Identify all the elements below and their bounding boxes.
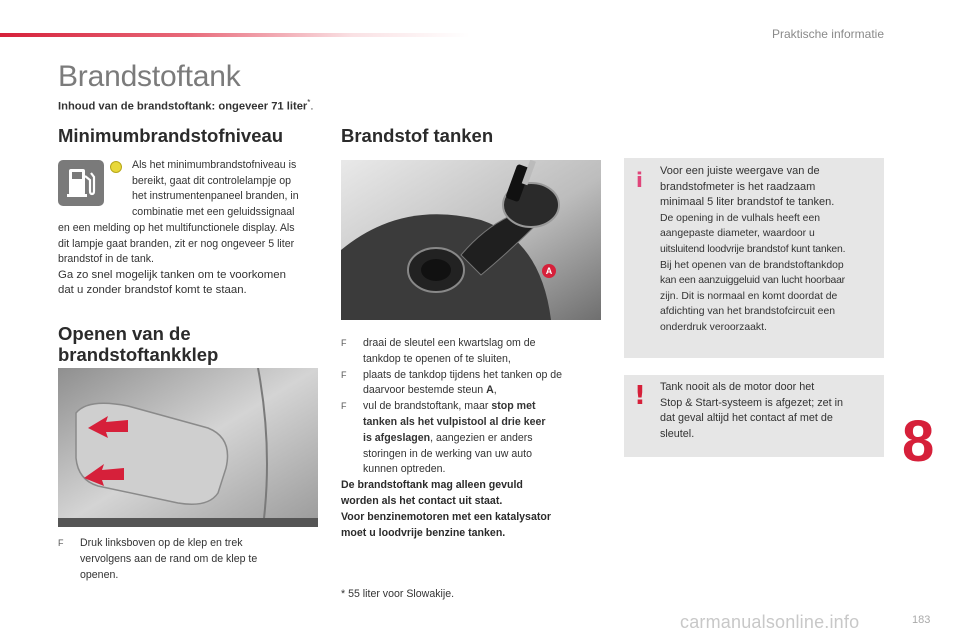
page-title: Brandstoftank	[58, 60, 241, 93]
info-line: aangepaste diameter, waardoor u	[660, 228, 815, 240]
info-line: afdichting van het brandstofcircuit een	[660, 306, 836, 318]
exclamation-icon: !	[634, 381, 646, 411]
info-line: uitsluitend loodvrije brandstof kunt tanken.	[660, 243, 846, 255]
minimum-line: bereikt, gaat dit controlelampje op	[132, 174, 291, 187]
flap-bullet-line2: vervolgens aan de rand om de klep te	[80, 552, 258, 565]
refuel-line: vul de brandstoftank, maar	[363, 400, 492, 413]
bullet-marker: F	[58, 538, 64, 548]
refuel-bullet-3	[341, 399, 606, 478]
refuel-line: storingen in de werking van uw auto	[363, 447, 533, 460]
watermark: carmanualsonline.info	[680, 612, 860, 632]
bullet-marker: F	[341, 369, 347, 380]
refuel-heading: Brandstof tanken	[341, 125, 494, 146]
flap-instruction	[58, 536, 318, 583]
info-box	[624, 158, 884, 358]
flap-bullet-line1: Druk linksboven op de klep en trek	[80, 537, 243, 549]
bold-note-line: Voor benzinemotoren met een katalysator	[341, 510, 551, 523]
bold-note-line: worden als het contact uit staat.	[341, 494, 503, 507]
capacity-line	[58, 98, 314, 113]
minimum-line: Ga zo snel mogelijk tanken om te voorkomen	[58, 268, 286, 281]
info-line: De opening in de vulhals heeft een	[660, 212, 821, 224]
refuel-line: plaats de tankdop tijdens het tanken op de	[363, 368, 563, 381]
info-line: zijn. Dit is normaal en komt doordat de	[660, 290, 838, 302]
info-line: kan een aanzuiggeluid van lucht hoorbaar	[660, 275, 845, 287]
warning-line: Tank nooit als de motor door het	[660, 381, 815, 393]
refuel-line: draai de sleutel een kwartslag om de	[363, 337, 536, 349]
refuel-line: tankdop te openen of te sluiten,	[363, 352, 511, 365]
minimum-heading: Minimumbrandstofniveau	[58, 125, 284, 146]
capacity-label: Inhoud van de brandstoftank: ongeveer 71 liter	[58, 100, 308, 113]
bold-note-line: moet u loodvrije benzine tanken.	[341, 526, 506, 539]
minimum-text-full	[58, 221, 322, 299]
refuel-bullet-2	[341, 368, 606, 400]
minimum-line: dat u zonder brandstof komt te staan.	[58, 284, 247, 297]
header-accent-bar	[0, 33, 470, 37]
minimum-line: Als het minimumbrandstofniveau is	[132, 159, 297, 171]
flap-heading-line2: brandstoftankklep	[58, 344, 219, 365]
flap-bullet-line3: openen.	[80, 568, 119, 581]
refuel-line: , aangezien er anders	[430, 431, 533, 444]
info-line: Voor een juiste weergave van de	[660, 165, 820, 177]
photo-label-a: A	[542, 264, 556, 278]
fuel-flap-photo	[58, 368, 318, 527]
refuel-line: kunnen optreden.	[363, 463, 446, 476]
info-line: Bij het openen van de brandstoftankdop	[660, 259, 844, 271]
minimum-text-indented	[132, 158, 322, 220]
fuel-cap-illustration	[341, 160, 601, 320]
info-line: brandstofmeter is het raadzaam	[660, 180, 816, 193]
flap-heading	[58, 323, 218, 365]
fuel-pump-icon-graphic	[58, 160, 104, 206]
refuel-bold-note	[341, 478, 606, 541]
info-text	[660, 164, 882, 336]
minimum-line: brandstof in de tank.	[58, 253, 154, 266]
capacity-marker: *	[307, 98, 311, 107]
minimum-line: en een melding op het multifunctionele display. Als	[58, 222, 295, 234]
bullet-marker: F	[341, 401, 347, 412]
capacity-end: .	[310, 100, 314, 113]
fuel-pump-icon	[58, 160, 104, 206]
refuel-bold: stop met	[491, 400, 536, 413]
warning-line: Stop & Start-systeem is afgezet; zet in	[660, 396, 844, 409]
fuel-cap-photo	[341, 160, 601, 320]
refuel-instructions	[341, 336, 606, 541]
flap-bullet	[58, 536, 318, 583]
warning-line: sleutel.	[660, 427, 695, 440]
warning-lamp-indicator	[110, 161, 122, 173]
bullet-marker: F	[341, 338, 347, 348]
flap-heading-line1: Openen van de	[58, 323, 191, 344]
footnote: * 55 liter voor Slowakije.	[341, 588, 455, 600]
page-number: 183	[912, 614, 931, 626]
refuel-bold: tanken als het vulpistool al drie keer	[363, 415, 546, 428]
minimum-line: combinatie met een geluidssignaal	[132, 205, 295, 218]
section-name: Praktische informatie	[771, 27, 884, 41]
refuel-line: daarvoor bestemde steun	[363, 384, 487, 397]
warning-box	[624, 375, 884, 457]
info-line: onderdruk veroorzaakt.	[660, 321, 767, 333]
refuel-label-a: A	[486, 384, 494, 397]
chapter-number: 8	[902, 409, 935, 474]
refuel-bold: is afgeslagen	[363, 431, 431, 444]
bold-note-line: De brandstoftank mag alleen gevuld	[341, 479, 523, 492]
warning-text	[660, 380, 882, 442]
refuel-bullet-1	[341, 336, 606, 368]
minimum-line: het instrumentenpaneel branden, in	[132, 190, 299, 203]
info-line: minimaal 5 liter brandstof te tanken.	[660, 196, 835, 209]
info-icon: i	[636, 168, 643, 192]
refuel-line: ,	[493, 384, 497, 397]
minimum-line: dit lampje gaat branden, zit er nog ongeveer 5 liter	[58, 237, 295, 250]
warning-line: dat geval altijd het contact af met de	[660, 412, 833, 425]
fuel-flap-illustration	[58, 368, 318, 527]
